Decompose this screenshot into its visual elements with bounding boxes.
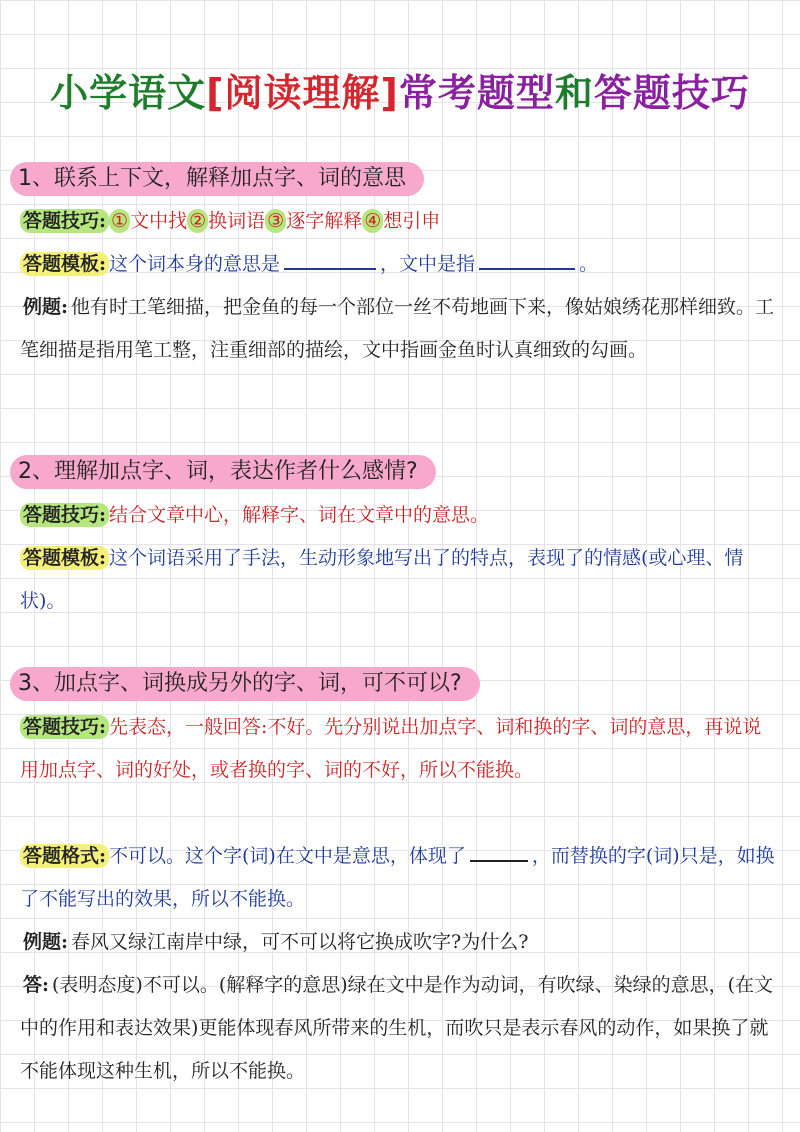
section-3-tips xyxy=(20,706,780,792)
section-3-answer-label: 答: xyxy=(23,974,50,996)
fill-blank-1 xyxy=(284,267,376,270)
section-2-template-label: 答题模板: xyxy=(20,546,109,570)
section-3-format xyxy=(20,835,780,921)
title-part-2: [阅读理解] xyxy=(206,71,399,115)
tip-number-3: ③ xyxy=(267,210,285,232)
section-3-example-text: 春风又绿江南岸中绿，可不可以将它换成吹字?为什么? xyxy=(71,931,529,953)
section-1-example-label: 例题: xyxy=(23,296,69,318)
section-3-answer xyxy=(20,964,780,1093)
section-1-tips xyxy=(20,200,780,243)
section-1-example xyxy=(20,286,780,372)
section-1-template-label: 答题模板: xyxy=(20,252,109,276)
title-part-4: 和 xyxy=(554,71,594,115)
fill-blank-3 xyxy=(470,859,528,862)
format-text-b: ，而替换的字(词)只是，如换了不能写出的效果，所以不能换。 xyxy=(20,845,775,910)
fill-blank-2 xyxy=(479,267,575,270)
section-3-example-label: 例题: xyxy=(23,931,69,953)
tip-text-2: 换词语 xyxy=(208,210,266,232)
section-3-tip-text: 先表态，一般回答:不好。先分别说出加点字、词和换的字、词的意思，再说说用加点字、词的好处，或者换的字、词的不好，所以不能换。 xyxy=(20,716,762,781)
title-part-5: 答题技巧 xyxy=(593,71,750,115)
format-text-a: 不可以。这个字(词)在文中是意思，体现了 xyxy=(109,845,466,867)
section-3-format-label: 答题格式: xyxy=(20,844,109,868)
tip-text-4: 想引申 xyxy=(383,210,441,232)
template-text-b: ，文中是指 xyxy=(380,253,476,275)
section-2-tips xyxy=(20,494,780,537)
tip-text-3: 逐字解释 xyxy=(286,210,363,232)
section-3-answer-text: (表明态度)不可以。(解释字的意思)绿在文中是作为动词，有吹绿、染绿的意思，(在文中的作用和表达效果)更能体现春风所带来的生机，而吹只是表示春风的动作，如果换了就不能体现这种生机，所以不能换。 xyxy=(20,974,774,1082)
section-1-tip-label: 答题技巧: xyxy=(20,209,109,233)
section-2-tip-label: 答题技巧: xyxy=(20,503,109,527)
tip-number-4: ④ xyxy=(364,210,382,232)
tip-number-1: ① xyxy=(111,210,129,232)
tip-number-2: ② xyxy=(189,210,207,232)
section-2-heading: 2、理解加点字、词，表达作者什么感情? xyxy=(10,455,436,489)
section-1-example-text: 他有时工笔细描，把金鱼的每一个部位一丝不苟地画下来，像姑娘绣花那样细致。工笔细描是指用笔工整，注重细部的描绘，文中指画金鱼时认真细致的勾画。 xyxy=(20,296,775,361)
section-3-heading: 3、加点字、词换成另外的字、词，可不可以? xyxy=(10,667,480,701)
section-3-example xyxy=(20,921,780,964)
title-part-3: 常考题型 xyxy=(398,71,555,115)
section-2-template xyxy=(20,537,780,623)
section-3-tip-label: 答题技巧: xyxy=(20,715,109,739)
template-text-a: 这个词本身的意思是 xyxy=(109,253,281,275)
section-1-heading: 1、联系上下文，解释加点字、词的意思 xyxy=(10,162,424,196)
section-2-template-text: 这个词语采用了手法，生动形象地写出了的特点，表现了的情感(或心理、情状)。 xyxy=(20,547,744,612)
template-text-c: 。 xyxy=(579,253,599,275)
section-2-tip-text: 结合文章中心，解释字、词在文章中的意思。 xyxy=(109,504,490,526)
tip-text-1: 文中找 xyxy=(130,210,188,232)
section-1-template xyxy=(20,243,780,286)
title-part-1: 小学语文 xyxy=(50,71,207,115)
page-title xyxy=(0,62,800,117)
